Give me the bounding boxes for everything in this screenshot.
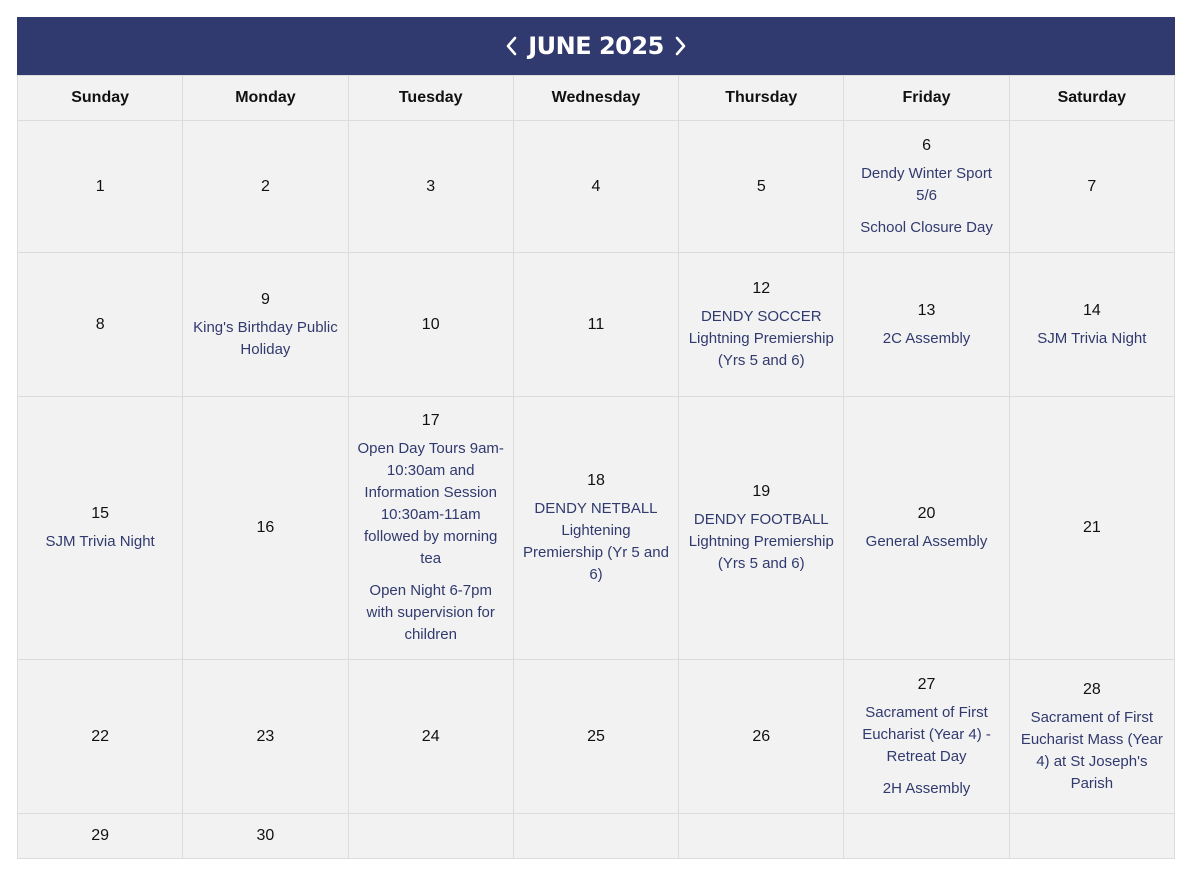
event-link[interactable]: Open Night 6-7pm with supervision for children (366, 582, 495, 643)
day-cell (679, 814, 844, 859)
day-number: 6 (922, 136, 931, 154)
week-row (18, 253, 1175, 397)
day-cell[interactable] (513, 253, 678, 397)
event-link[interactable]: DENDY SOCCER Lightning Premiership (Yrs 5 and 6) (688, 307, 834, 369)
day-cell (348, 814, 513, 859)
day-cell[interactable] (679, 397, 844, 660)
day-cell[interactable] (348, 121, 513, 253)
day-number: 29 (91, 827, 110, 844)
day-cell[interactable] (183, 660, 348, 814)
day-cell[interactable] (18, 660, 183, 814)
day-number: 26 (752, 727, 771, 745)
day-number: 12 (752, 279, 771, 297)
event-link[interactable]: DENDY NETBALL Lightening Premiership (Yr 5 and 6) (523, 500, 669, 583)
day-cell[interactable] (348, 397, 513, 660)
weekday-header: Thursday (679, 76, 844, 121)
event-link[interactable]: School Closure Day (860, 218, 993, 236)
day-number: 3 (426, 177, 436, 195)
calendar-header (17, 17, 1175, 75)
day-number: 21 (1082, 519, 1101, 536)
next-month-button[interactable] (672, 33, 690, 59)
day-number: 7 (1087, 177, 1097, 195)
day-number: 4 (591, 177, 601, 195)
day-cell[interactable] (844, 253, 1009, 397)
day-cell[interactable] (1009, 660, 1174, 814)
day-number: 22 (91, 727, 110, 745)
day-cell[interactable] (183, 397, 348, 660)
day-number: 18 (587, 472, 605, 489)
day-cell[interactable] (183, 814, 348, 859)
event-link[interactable]: Sacrament of First Eucharist (Year 4) - Retreat Day (862, 703, 991, 765)
day-cell[interactable] (18, 814, 183, 859)
day-cell[interactable] (513, 121, 678, 253)
day-number: 23 (256, 727, 275, 745)
chevron-left-icon (505, 36, 517, 56)
event-link[interactable]: Dendy Winter Sport 5/6 (861, 164, 992, 204)
event-link[interactable]: SJM Trivia Night (1037, 329, 1147, 347)
day-cell[interactable] (679, 121, 844, 253)
day-cell[interactable] (348, 253, 513, 397)
day-cell[interactable] (18, 397, 183, 660)
day-number: 2 (260, 177, 270, 195)
day-number: 8 (95, 315, 105, 333)
day-cell[interactable] (183, 253, 348, 397)
event-link[interactable]: SJM Trivia Night (45, 533, 155, 550)
day-number: 28 (1082, 680, 1101, 698)
day-number: 19 (752, 483, 771, 500)
day-cell[interactable] (679, 660, 844, 814)
calendar-grid (17, 75, 1175, 859)
event-link[interactable]: King's Birthday Public Holiday (193, 318, 338, 358)
day-cell[interactable] (1009, 397, 1174, 660)
day-cell (844, 814, 1009, 859)
day-cell[interactable] (679, 253, 844, 397)
day-number: 1 (95, 177, 105, 195)
day-number: 14 (1082, 301, 1101, 319)
day-number: 27 (917, 675, 936, 693)
weekday-header: Saturday (1009, 76, 1174, 121)
chevron-right-icon (675, 36, 687, 56)
day-number: 15 (91, 505, 110, 522)
day-cell[interactable] (18, 253, 183, 397)
day-number: 5 (756, 177, 766, 195)
day-number: 16 (256, 519, 275, 536)
event-link[interactable]: 2H Assembly (882, 779, 971, 797)
day-number: 24 (421, 727, 440, 745)
day-cell[interactable] (18, 121, 183, 253)
event-link[interactable]: Open Day Tours 9am-10:30am and Information Session 10:30am-11am followed by morning tea (357, 440, 504, 567)
day-cell[interactable] (1009, 121, 1174, 253)
weekday-header: Sunday (18, 76, 183, 121)
day-number: 20 (917, 505, 936, 522)
day-number: 30 (256, 827, 275, 844)
day-cell (1009, 814, 1174, 859)
week-row (18, 814, 1175, 859)
day-cell[interactable] (844, 121, 1009, 253)
day-number: 17 (421, 412, 440, 429)
prev-month-button[interactable] (502, 33, 520, 59)
month-title: JUNE 2025 (528, 32, 664, 60)
event-link[interactable]: DENDY FOOTBALL Lightning Premiership (Yrs 5 and 6) (688, 511, 834, 572)
day-cell[interactable] (348, 660, 513, 814)
weekday-header: Tuesday (348, 76, 513, 121)
event-link[interactable]: Sacrament of First Eucharist Mass (Year 4) at St Joseph's Parish (1020, 708, 1163, 792)
weekday-header: Monday (183, 76, 348, 121)
day-number: 9 (260, 290, 270, 308)
day-cell[interactable] (844, 660, 1009, 814)
week-row (18, 397, 1175, 660)
day-cell[interactable] (513, 397, 678, 660)
event-link[interactable]: 2C Assembly (882, 329, 971, 347)
day-cell[interactable] (183, 121, 348, 253)
day-number: 13 (917, 301, 936, 319)
day-cell[interactable] (513, 660, 678, 814)
event-link[interactable]: General Assembly (865, 533, 988, 550)
week-row (18, 121, 1175, 253)
calendar (17, 17, 1175, 859)
week-row (18, 660, 1175, 814)
day-cell[interactable] (1009, 253, 1174, 397)
weekday-row (18, 76, 1175, 121)
day-number: 11 (587, 315, 605, 333)
day-number: 25 (587, 727, 605, 745)
weekday-header: Wednesday (513, 76, 678, 121)
day-cell[interactable] (844, 397, 1009, 660)
day-number: 10 (421, 315, 440, 333)
day-cell (513, 814, 678, 859)
weekday-header: Friday (844, 76, 1009, 121)
